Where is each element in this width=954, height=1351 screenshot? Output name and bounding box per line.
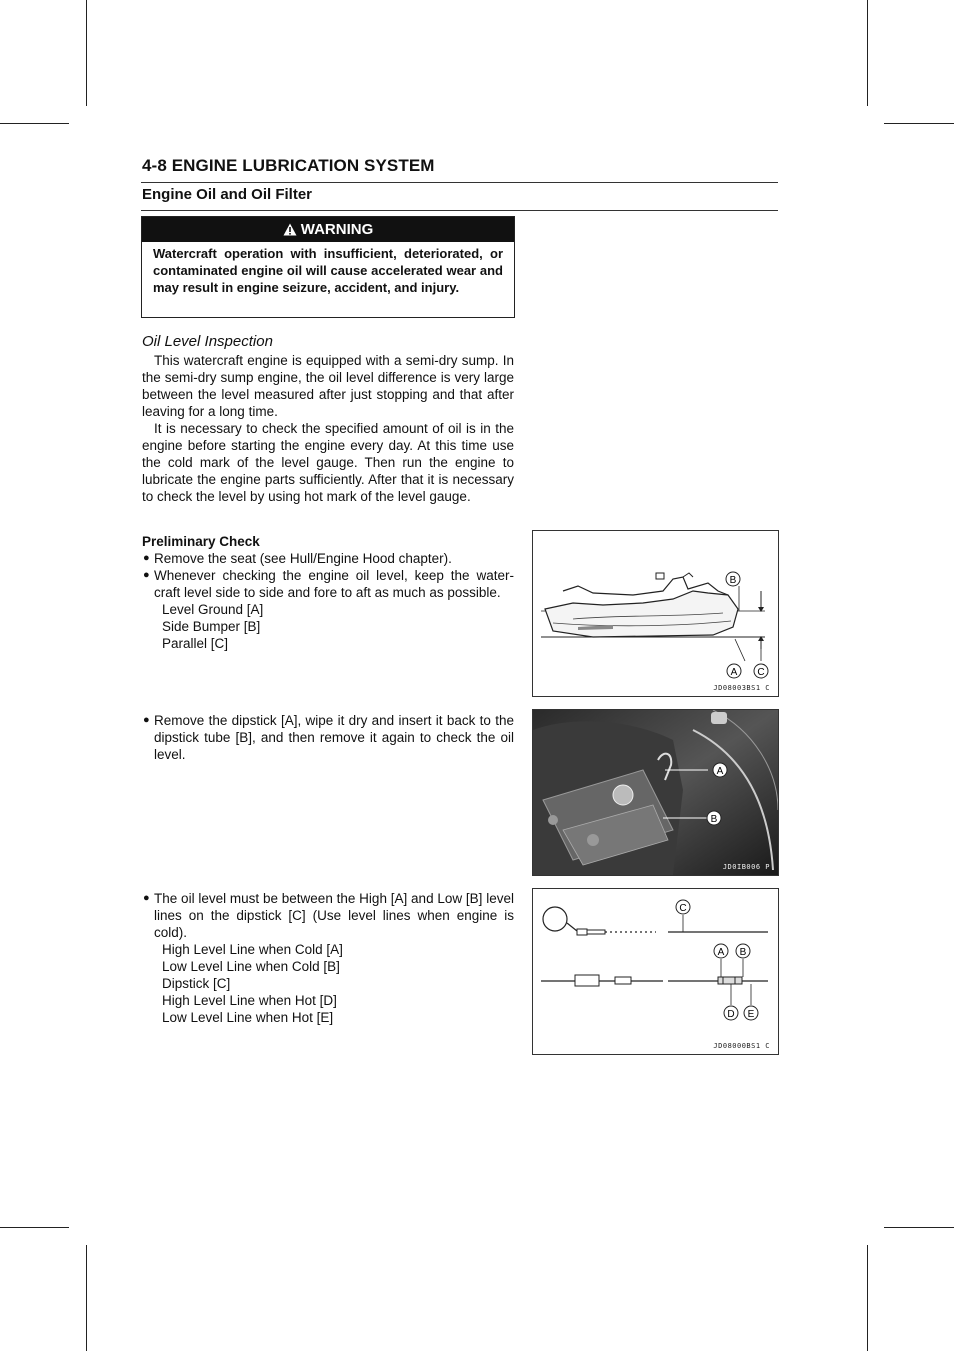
legend-item: Parallel [C] (162, 636, 229, 651)
figure-code: JD08003BS1 C (713, 684, 770, 692)
legend-item: Dipstick [C] (162, 976, 231, 991)
bullet-icon: ● (143, 569, 150, 581)
figure-code: JD0IB006 P (722, 863, 770, 871)
legend-item: Low Level Line when Hot [E] (162, 1010, 334, 1025)
step-text: Whenever checking the engine oil level, keep the water-craft level side to side and fore to aft as much as possible. (154, 568, 514, 600)
figure-label: B (739, 947, 747, 958)
crop-mark (884, 123, 954, 124)
figure-label: A (717, 947, 725, 958)
dipstick-diagram (533, 889, 778, 1054)
dipstick-step (142, 712, 514, 763)
figure-label: B (729, 575, 737, 586)
preliminary-check (142, 533, 514, 652)
figure-label: D (727, 1009, 735, 1020)
crop-mark (86, 1245, 87, 1351)
warning-header (142, 217, 514, 242)
figure-label: C (757, 667, 765, 678)
figure-watercraft-level (532, 530, 779, 697)
oil-level-step (142, 890, 514, 1026)
crop-mark (884, 1227, 954, 1228)
section-title: Engine Oil and Oil Filter (142, 186, 313, 203)
watercraft-illustration (533, 531, 778, 696)
step-text: Remove the seat (see Hull/Engine Hood chapter). (154, 551, 452, 566)
warning-label: WARNING (300, 221, 374, 238)
bullet-icon: ● (143, 552, 150, 564)
warning-box (141, 216, 515, 318)
list-item (142, 550, 514, 567)
page-title: 4-8 ENGINE LUBRICATION SYSTEM (142, 156, 435, 175)
crop-mark (0, 123, 69, 124)
bullet-icon: ● (143, 892, 150, 904)
figure-dipstick-photo (532, 709, 779, 876)
legend-item: Side Bumper [B] (162, 619, 261, 634)
figure-code: JD08000BS1 C (713, 1042, 770, 1050)
legend-item: Low Level Line when Cold [B] (162, 959, 340, 974)
legend-item: Level Ground [A] (162, 602, 264, 617)
list-item (142, 567, 514, 601)
preliminary-heading: Preliminary Check (142, 534, 260, 549)
warning-text: Watercraft operation with insufficient, deteriorated, or contaminated engine oil will cause accelerated wear and may result in engine seizure, accident, and injury. (153, 246, 503, 295)
list-item (142, 712, 514, 763)
legend-item: High Level Line when Hot [D] (162, 993, 337, 1008)
figure-label: C (679, 903, 687, 914)
engine-photo (533, 710, 778, 875)
figure-label: B (710, 814, 718, 825)
crop-mark (0, 1227, 69, 1228)
figure-label: A (730, 667, 738, 678)
list-item (142, 890, 514, 941)
crop-mark (86, 0, 87, 106)
paragraph: This watercraft engine is equipped with a semi-dry sump. In the semi-dry sump engine, the oil level difference is very large between the level measured after just stopping and that after leaving for a long time. (142, 353, 514, 419)
header-rule (141, 182, 778, 183)
figure-label: E (747, 1009, 755, 1020)
figure-dipstick-levels (532, 888, 779, 1055)
crop-mark (867, 0, 868, 106)
step-text: Remove the dipstick [A], wipe it dry and insert it back to the dipstick tube [B], and then remove it again to check the oil level. (154, 713, 514, 762)
bullet-icon: ● (143, 714, 150, 726)
subsection-heading: Oil Level Inspection (142, 333, 273, 350)
intro-text (142, 352, 514, 505)
warning-triangle-icon (283, 223, 297, 236)
step-text: The oil level must be between the High [A] and Low [B] level lines on the dipstick [C] (Use level lines when engine is cold). (154, 891, 514, 940)
paragraph: It is necessary to check the specified amount of oil is in the engine before starting the engine every day. At this time use the cold mark of the level gauge. Then run the engine to lubricate the engine parts sufficiently. After that it is necessary to check the level by using hot mark of the level gauge. (142, 421, 514, 504)
figure-label: A (716, 766, 724, 777)
crop-mark (867, 1245, 868, 1351)
section-rule (141, 210, 778, 211)
legend-item: High Level Line when Cold [A] (162, 942, 343, 957)
